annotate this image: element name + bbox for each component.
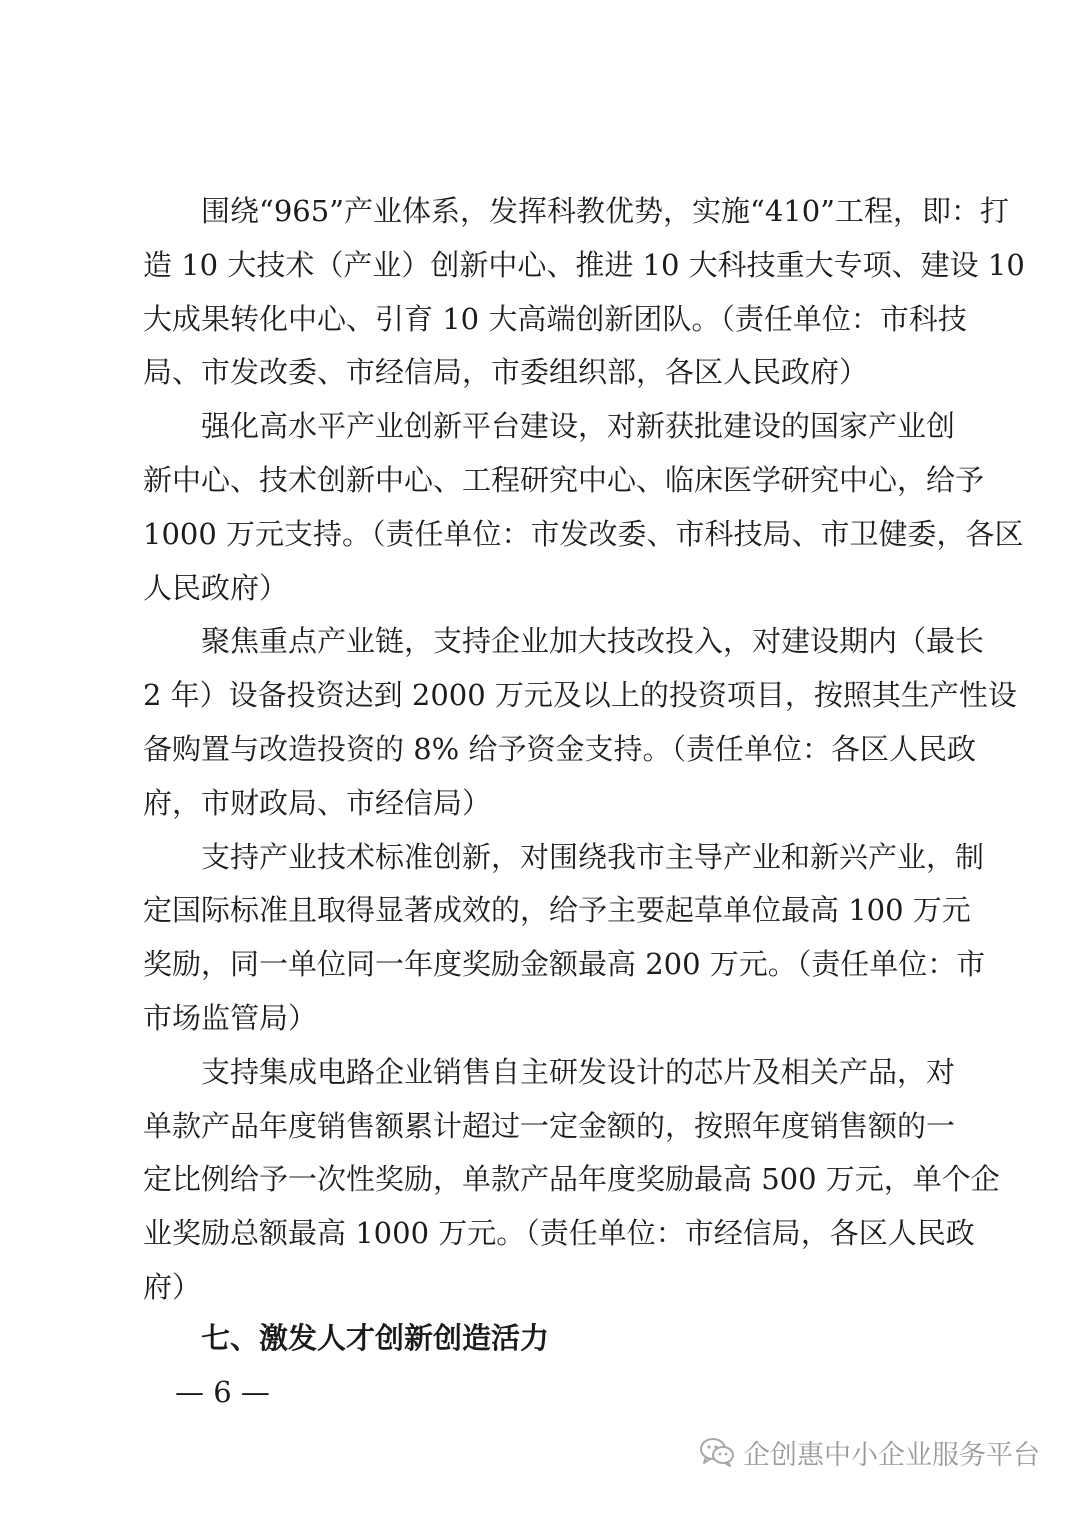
paragraph-5-line-2: 单款产品年度销售额累计超过一定金额的，按照年度销售额的一 — [143, 1109, 956, 1143]
paragraph-2-line-1: 强化高水平产业创新平台建设，对新获批建设的国家产业创 — [201, 409, 956, 443]
watermark — [699, 1432, 1040, 1472]
page-number: — 6 — — [175, 1375, 270, 1409]
paragraph-4-line-2: 定国际标准且取得显著成效的，给予主要起草单位最高 100 万元 — [143, 893, 971, 927]
paragraph-2-line-2: 新中心、技术创新中心、工程研究中心、临床医学研究中心，给予 — [143, 463, 985, 497]
paragraph-5-line-4: 业奖励总额最高 1000 万元。（责任单位：市经信局，各区人民政 — [143, 1216, 975, 1250]
paragraph-1-line-3: 大成果转化中心、引育 10 大高端创新团队。（责任单位：市科技 — [143, 302, 967, 336]
paragraph-3-line-4: 府，市财政局、市经信局） — [143, 786, 492, 820]
paragraph-4-line-3: 奖励，同一单位同一年度奖励金额最高 200 万元。（责任单位：市 — [143, 947, 986, 981]
paragraph-1-line-1: 围绕“965”产业体系，发挥科教优势，实施“410”工程，即：打 — [201, 194, 1010, 228]
section-heading: 七、激发人才创新创造活力 — [201, 1321, 550, 1355]
wechat-icon — [699, 1437, 735, 1467]
paragraph-4-line-4: 市场监管局） — [143, 1001, 318, 1035]
paragraph-5-line-3: 定比例给予一次性奖励，单款产品年度奖励最高 500 万元，单个企 — [143, 1162, 1000, 1196]
paragraph-1-line-2: 造 10 大技术（产业）创新中心、推进 10 大科技重大专项、建设 10 — [143, 248, 1025, 282]
paragraph-5-line-1: 支持集成电路企业销售自主研发设计的芯片及相关产品，对 — [201, 1055, 956, 1089]
paragraph-3-line-2: 2 年）设备投资达到 2000 万元及以上的投资项目，按照其生产性设 — [143, 678, 1017, 712]
paragraph-1-line-4: 局、市发改委、市经信局，市委组织部，各区人民政府） — [143, 355, 869, 389]
paragraph-2-line-3: 1000 万元支持。（责任单位：市发改委、市科技局、市卫健委，各区 — [143, 517, 1024, 551]
watermark-text: 企创惠中小企业服务平台 — [743, 1439, 1040, 1471]
paragraph-5-line-5: 府） — [143, 1270, 202, 1304]
paragraph-3-line-1: 聚焦重点产业链，支持企业加大技改投入，对建设期内（最长 — [201, 624, 985, 658]
paragraph-2-line-4: 人民政府） — [143, 571, 289, 605]
paragraph-4-line-1: 支持产业技术标准创新，对围绕我市主导产业和新兴产业，制 — [201, 840, 985, 874]
paragraph-3-line-3: 备购置与改造投资的 8% 给予资金支持。（责任单位：各区人民政 — [143, 732, 976, 766]
